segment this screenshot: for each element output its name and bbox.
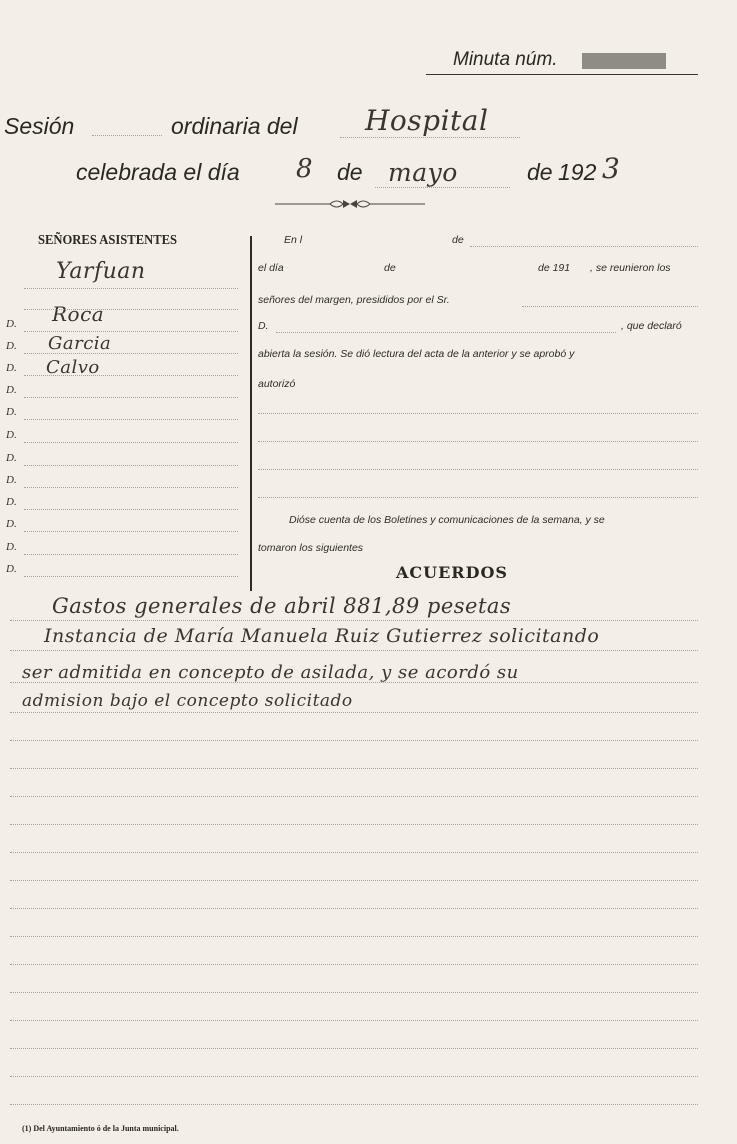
form-de: de [452,234,464,246]
d-label: D. [6,384,17,396]
d-label: D. [6,541,17,553]
d-label: D. [6,340,17,352]
d-label: D. [6,318,17,330]
day-handwritten: 8 [296,154,314,184]
d-label: D. [6,518,17,530]
minuta-label: Minuta núm. [453,49,558,70]
d-label: D. [6,452,17,464]
form-boletines-2: tomaron los siguientes [258,542,364,554]
d-label: D. [6,362,17,374]
ruled-line [10,740,698,741]
ruled-line [10,712,698,713]
acuerdo-line-4: admision bajo el concepto solicitado [22,691,353,711]
year-printed: 192 [558,159,597,185]
footnote: (1) Del Ayuntamiento ó de la Junta municipal. [22,1124,179,1133]
ruled-line [10,964,698,965]
ruled-line [10,824,698,825]
form-autorizo: autorizó [258,378,296,390]
d-line [24,397,238,398]
ordinaria-fill-line [340,137,520,138]
d-line [24,353,238,354]
name-line [24,309,238,310]
form-de-2: de [384,262,396,274]
attendees-title: SEÑORES ASISTENTES [38,233,178,248]
d-line [24,487,238,488]
acuerdo-line-1: Gastos generales de abril 881,89 pesetas [52,594,512,618]
year-handwritten: 3 [602,152,621,185]
attendee-name-1: Yarfuan [56,259,146,284]
attendee-name-3: Garcia [48,333,112,354]
d-line [24,465,238,466]
attendee-name-4: Calvo [46,357,100,378]
minuta-number-redaction [582,53,666,69]
ordinaria-label: ordinaria del [171,113,298,139]
column-divider [250,236,252,591]
ruled-line [10,1020,698,1021]
form-reunieron: , se reunieron los [590,262,671,274]
ruled-line [10,992,698,993]
form-line [258,469,698,470]
ruled-line [10,682,698,683]
ruled-line [10,852,698,853]
d-line [24,375,238,376]
form-line [258,497,698,498]
acuerdo-line-2: Instancia de María Manuela Ruiz Gutierrez solicitando [44,625,600,647]
ruled-line [10,908,698,909]
attendee-name-2: Roca [52,302,105,326]
d-line [24,554,238,555]
sesion-fill-line [92,135,162,136]
d-label: D. [6,563,17,575]
form-senores: señores del margen, presididos por el Sr. [258,294,450,306]
form-line [276,332,616,333]
form-en: En l [284,234,303,246]
form-line [470,246,698,247]
d-label: D. [6,496,17,508]
ruled-line [10,936,698,937]
sesion-label: Sesión [4,113,75,139]
de-label-1: de [337,159,363,185]
acuerdos-title: ACUERDOS [396,563,508,582]
d-line [24,509,238,510]
celebrada-label: celebrada el día [76,159,240,185]
form-line [258,441,698,442]
ruled-line [10,1104,698,1105]
de-label-2: de [527,159,553,185]
d-line [24,576,238,577]
ruled-line [10,1048,698,1049]
d-line [24,531,238,532]
form-year: de 191 [538,262,571,274]
d-label: D. [6,474,17,486]
d-label: D. [6,406,17,418]
month-fill-line [375,187,510,188]
form-el-dia: el día [258,262,284,274]
ruled-line [10,880,698,881]
ordinaria-handwritten: Hospital [365,104,489,137]
d-label: D. [6,429,17,441]
form-abierta: abierta la sesión. Se dió lectura del acta de la anterior y se aprobó y [258,348,575,360]
form-d: D. [258,320,269,332]
name-line [24,288,238,289]
ruled-line [10,796,698,797]
form-declaro: , que declaró [621,320,682,332]
ornament-divider [275,196,425,212]
d-line [24,442,238,443]
form-boletines-1: Dióse cuenta de los Boletines y comunicaciones de la semana, y se [289,514,605,526]
form-line [258,413,698,414]
minuta-underline [426,74,698,75]
acuerdo-line-3: ser admitida en concepto de asilada, y se acordó su [22,662,519,683]
form-line [522,306,698,307]
ruled-line [10,650,698,651]
d-line [24,331,238,332]
d-line [24,419,238,420]
ruled-line [10,1076,698,1077]
month-handwritten: mayo [388,158,458,187]
ruled-line [10,620,698,621]
ruled-line [10,768,698,769]
